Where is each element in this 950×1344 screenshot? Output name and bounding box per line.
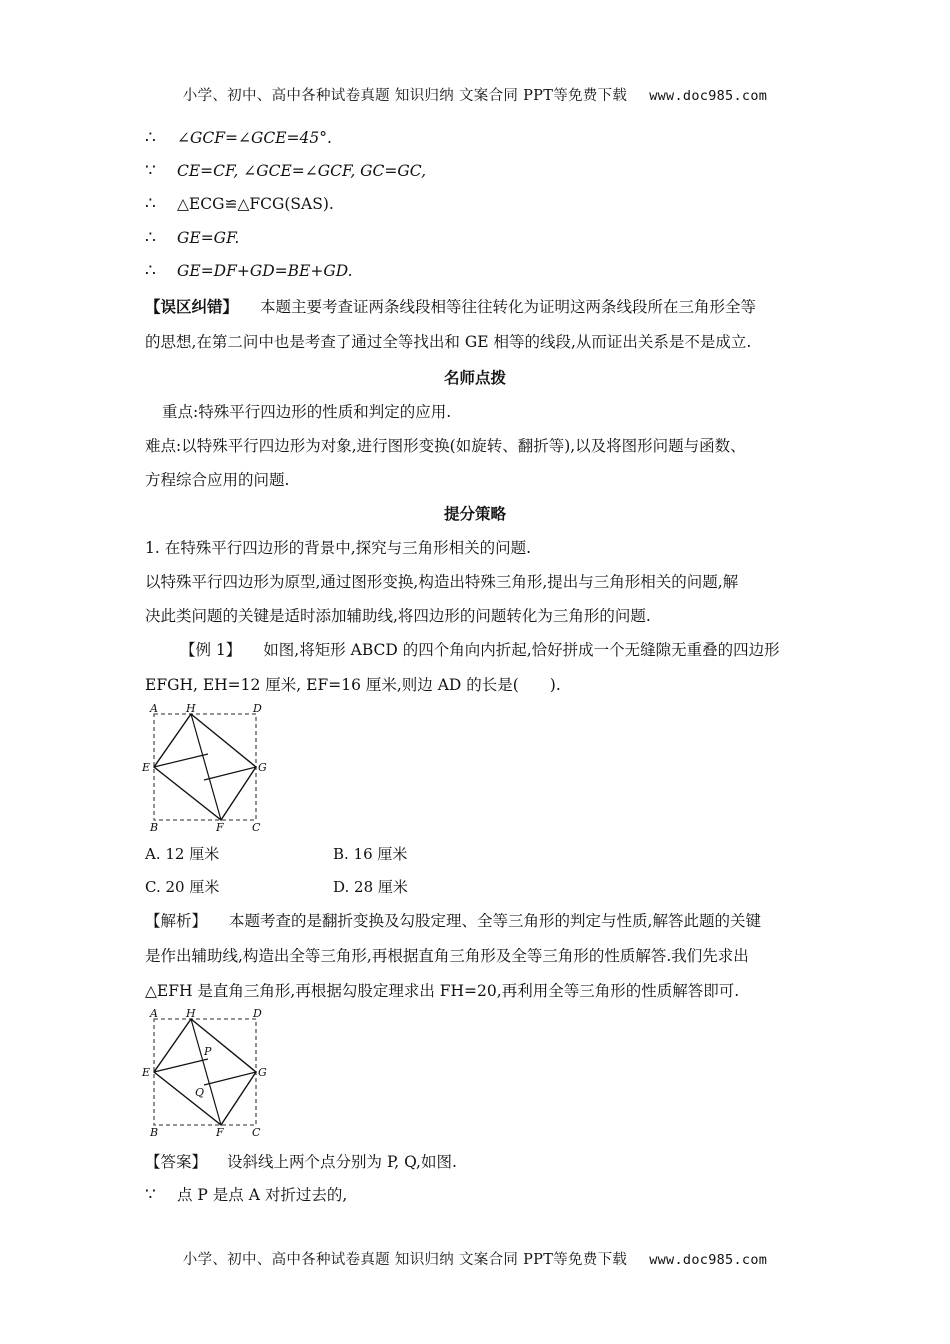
footer-site-link[interactable]: www.doc985.com [649, 1252, 768, 1268]
example-question: 如图,将矩形 ABCD 的四个角向内折起,恰好拼成一个无缝隙无重叠的四边形 [263, 641, 780, 659]
answer-line-1 [145, 1150, 457, 1172]
proof-line-2 [145, 161, 426, 181]
therefore-symbol: ∴ [145, 261, 156, 281]
analysis-text: 本题考查的是翻折变换及勾股定理、全等三角形的判定与性质,解答此题的关键 [229, 912, 761, 930]
label-h: H [186, 702, 196, 715]
label-e: E [142, 761, 151, 774]
correction-text: 本题主要考查证两条线段相等往往转化为证明这两条线段所在三角形全等 [260, 298, 757, 316]
proof-line-4 [145, 228, 239, 248]
page-footer [0, 1248, 950, 1269]
section-title-strategy: 提分策略 [443, 504, 506, 523]
answer-text: 设斜线上两个点分别为 P, Q,如图. [227, 1153, 457, 1171]
option-c: C. 20 厘米 [145, 878, 220, 896]
label-g: G [258, 761, 267, 774]
section-title-tips: 名师点拨 [443, 368, 506, 387]
label-c: C [252, 1126, 261, 1139]
footer-text: 小学、初中、高中各种试卷真题 知识归纳 文案合同 PPT等免费下载 [182, 1252, 628, 1268]
label-a: A [150, 702, 158, 715]
label-q: Q [195, 1086, 205, 1099]
rectangle-fold-figure [140, 700, 270, 835]
strategy-desc-2: 决此类问题的关键是适时添加辅助线,将四边形的问题转化为三角形的问题. [145, 607, 651, 625]
proof-text: GE=DF+GD=BE+GD. [177, 262, 353, 280]
label-c: C [252, 821, 261, 834]
label-b: B [150, 821, 159, 834]
label-a: A [150, 1007, 158, 1020]
analysis-line-2: 是作出辅助线,构造出全等三角形,再根据直角三角形及全等三角形的性质解答.我们先求出 [145, 947, 749, 965]
therefore-symbol: ∴ [145, 128, 156, 148]
proof-text: △ECG≌△FCG(SAS). [177, 195, 334, 213]
example-tag: 【例 1】 [180, 641, 242, 659]
difficulty-line-2: 方程综合应用的问题. [145, 471, 290, 489]
difficulty-line-1: 难点:以特殊平行四边形为对象,进行图形变换(如旋转、翻折等),以及将图形问题与函数、 [145, 437, 746, 455]
because-symbol: ∵ [145, 161, 156, 181]
rectangle-abcd [154, 714, 256, 820]
rectangle-fold-figure-pq [140, 1005, 270, 1140]
header-site-link[interactable]: www.doc985.com [649, 88, 768, 104]
answer-tag: 【答案】 [145, 1153, 208, 1171]
proof-text: GE=GF. [177, 229, 240, 247]
option-d: D. 28 厘米 [333, 878, 408, 896]
answer-line-2 [145, 1183, 347, 1205]
header-text: 小学、初中、高中各种试卷真题 知识归纳 文案合同 PPT等免费下载 [182, 88, 628, 104]
because-symbol: ∵ [145, 1185, 156, 1205]
therefore-symbol: ∴ [145, 194, 156, 214]
label-p: P [204, 1045, 212, 1058]
proof-line-5 [145, 261, 353, 281]
label-d: D [253, 1007, 262, 1020]
label-h: H [186, 1007, 196, 1020]
proof-line-3 [145, 194, 334, 214]
quadrilateral-efgh [154, 714, 256, 820]
diagonal-hf [191, 714, 221, 820]
label-f: F [216, 821, 224, 834]
analysis-line-1 [145, 909, 761, 931]
strategy-desc-1: 以特殊平行四边形为原型,通过图形变换,构造出特殊三角形,提出与三角形相关的问题,解 [145, 573, 739, 591]
analysis-tag: 【解析】 [145, 912, 208, 930]
analysis-line-3: △EFH 是直角三角形,再根据勾股定理求出 FH=20,再利用全等三角形的性质解答即可. [145, 982, 740, 1000]
proof-line-1 [145, 128, 332, 148]
proof-text: CE=CF, ∠GCE=∠GCF, GC=GC, [177, 162, 427, 180]
answer-text-2: 点 P 是点 A 对折过去的, [177, 1186, 348, 1204]
quadrilateral-efgh [154, 1019, 256, 1125]
key-point: 重点:特殊平行四边形的性质和判定的应用. [162, 403, 452, 421]
therefore-symbol: ∴ [145, 228, 156, 248]
correction-line-2: 的思想,在第二问中也是考查了通过全等找出和 GE 相等的线段,从而证出关系是不是成立. [145, 333, 752, 351]
label-e: E [142, 1066, 151, 1079]
label-f: F [216, 1126, 224, 1139]
example-line-2: EFGH, EH=12 厘米, EF=16 厘米,则边 AD 的长是( ). [145, 676, 561, 694]
correction-line-1 [145, 295, 756, 317]
rectangle-abcd [154, 1019, 256, 1125]
label-g: G [258, 1066, 267, 1079]
strategy-item-1: 1. 在特殊平行四边形的背景中,探究与三角形相关的问题. [145, 539, 532, 557]
label-d: D [253, 702, 262, 715]
correction-tag: 【误区纠错】 [145, 297, 239, 316]
proof-text: ∠GCF=∠GCE=45°. [177, 129, 332, 147]
page-header [0, 84, 950, 105]
diagonal-hf [191, 1019, 221, 1125]
label-b: B [150, 1126, 159, 1139]
option-b: B. 16 厘米 [333, 845, 408, 863]
example-line-1 [180, 638, 780, 660]
option-a: A. 12 厘米 [145, 845, 220, 863]
